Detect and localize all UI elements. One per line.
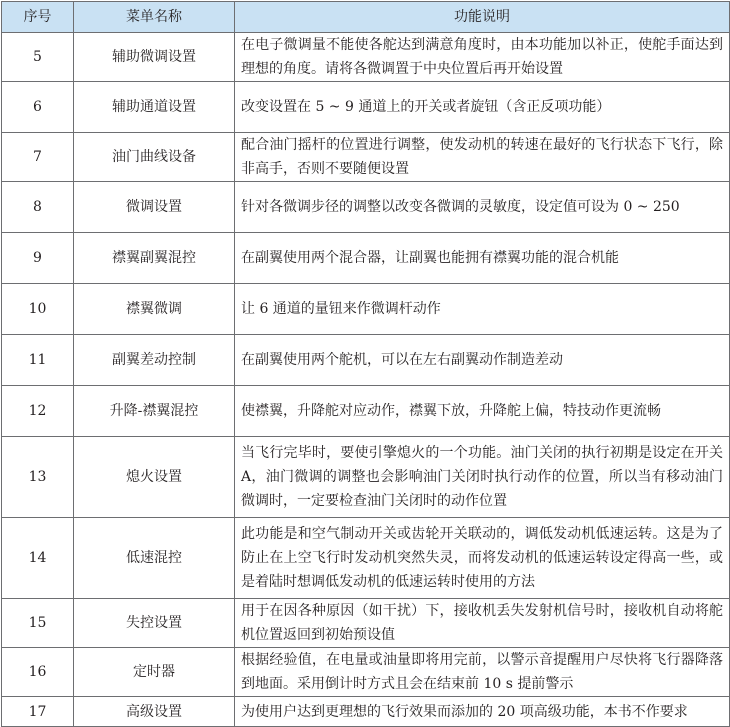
- row-no: 16: [2, 648, 74, 697]
- row-no: 8: [2, 182, 74, 233]
- header-desc: 功能说明: [235, 2, 730, 33]
- row-menu-name: 失控设置: [74, 599, 235, 648]
- row-no: 11: [2, 335, 74, 386]
- row-no: 5: [2, 33, 74, 82]
- row-menu-name: 升降-襟翼混控: [74, 386, 235, 437]
- table-row: [2, 133, 730, 182]
- row-menu-name: 定时器: [74, 648, 235, 697]
- row-no: 7: [2, 133, 74, 182]
- table-row: [2, 233, 730, 284]
- table-row: [2, 697, 730, 727]
- table-row: [2, 284, 730, 335]
- row-description: 针对各微调步径的调整以改变各微调的灵敏度，设定值可设为 0 ~ 250: [235, 182, 730, 233]
- row-menu-name: 油门曲线设备: [74, 133, 235, 182]
- row-no: 17: [2, 697, 74, 727]
- table-row: [2, 335, 730, 386]
- row-description: 为使用户达到更理想的飞行效果而添加的 20 项高级功能，本书不作要求: [235, 697, 730, 727]
- row-menu-name: 熄火设置: [74, 437, 235, 518]
- row-description: 使襟翼，升降舵对应动作，襟翼下放，升降舵上偏，特技动作更流畅: [235, 386, 730, 437]
- row-no: 14: [2, 518, 74, 599]
- table-row: [2, 182, 730, 233]
- row-description: 在电子微调量不能使各舵达到满意角度时，由本功能加以补正，使舵手面达到理想的角度。请将各微调置于中央位置后再开始设置: [235, 33, 730, 82]
- row-description: 此功能是和空气制动开关或齿轮开关联动的，调低发动机低速运转。这是为了防止在上空飞行时发动机突然失灵，而将发动机的低速运转设定得高一些，或是着陆时想调低发动机的低速运转时使用的方法: [235, 518, 730, 599]
- row-description: 改变设置在 5 ~ 9 通道上的开关或者旋钮（含正反项功能）: [235, 82, 730, 133]
- table-row: [2, 599, 730, 648]
- row-menu-name: 高级设置: [74, 697, 235, 727]
- row-no: 10: [2, 284, 74, 335]
- row-menu-name: 低速混控: [74, 518, 235, 599]
- row-description: 在副翼使用两个舵机，可以在左右副翼动作制造差动: [235, 335, 730, 386]
- row-description: 用于在因各种原因（如干扰）下，接收机丢失发射机信号时，接收机自动将舵机位置返回到初始预设值: [235, 599, 730, 648]
- row-no: 9: [2, 233, 74, 284]
- table-row: [2, 82, 730, 133]
- table-header-row: [2, 2, 730, 33]
- row-description: 在副翼使用两个混合器，让副翼也能拥有襟翼功能的混合机能: [235, 233, 730, 284]
- menu-function-table: [1, 1, 730, 727]
- header-no: 序号: [2, 2, 74, 33]
- row-menu-name: 襟翼微调: [74, 284, 235, 335]
- row-no: 6: [2, 82, 74, 133]
- row-description: 让 6 通道的量钮来作微调杆动作: [235, 284, 730, 335]
- row-description: 配合油门摇杆的位置进行调整，使发动机的转速在最好的飞行状态下飞行，除非高手，否则不要随便设置: [235, 133, 730, 182]
- table-row: [2, 518, 730, 599]
- table-row: [2, 437, 730, 518]
- row-description: 当飞行完毕时，要使引擎熄火的一个功能。油门关闭的执行初期是设定在开关 A，油门微调的调整也会影响油门关闭时执行动作的位置，所以当有移动油门微调时，一定要检查油门关闭时的动作位置: [235, 437, 730, 518]
- row-menu-name: 辅助通道设置: [74, 82, 235, 133]
- row-description: 根据经验值，在电量或油量即将用完前，以警示音提醒用户尽快将飞行器降落到地面。采用倒计时方式且会在结束前 10 s 提前警示: [235, 648, 730, 697]
- row-menu-name: 副翼差动控制: [74, 335, 235, 386]
- row-menu-name: 微调设置: [74, 182, 235, 233]
- table-row: [2, 33, 730, 82]
- row-no: 13: [2, 437, 74, 518]
- row-no: 12: [2, 386, 74, 437]
- table-row: [2, 386, 730, 437]
- row-menu-name: 襟翼副翼混控: [74, 233, 235, 284]
- table-row: [2, 648, 730, 697]
- header-name: 菜单名称: [74, 2, 235, 33]
- row-menu-name: 辅助微调设置: [74, 33, 235, 82]
- row-no: 15: [2, 599, 74, 648]
